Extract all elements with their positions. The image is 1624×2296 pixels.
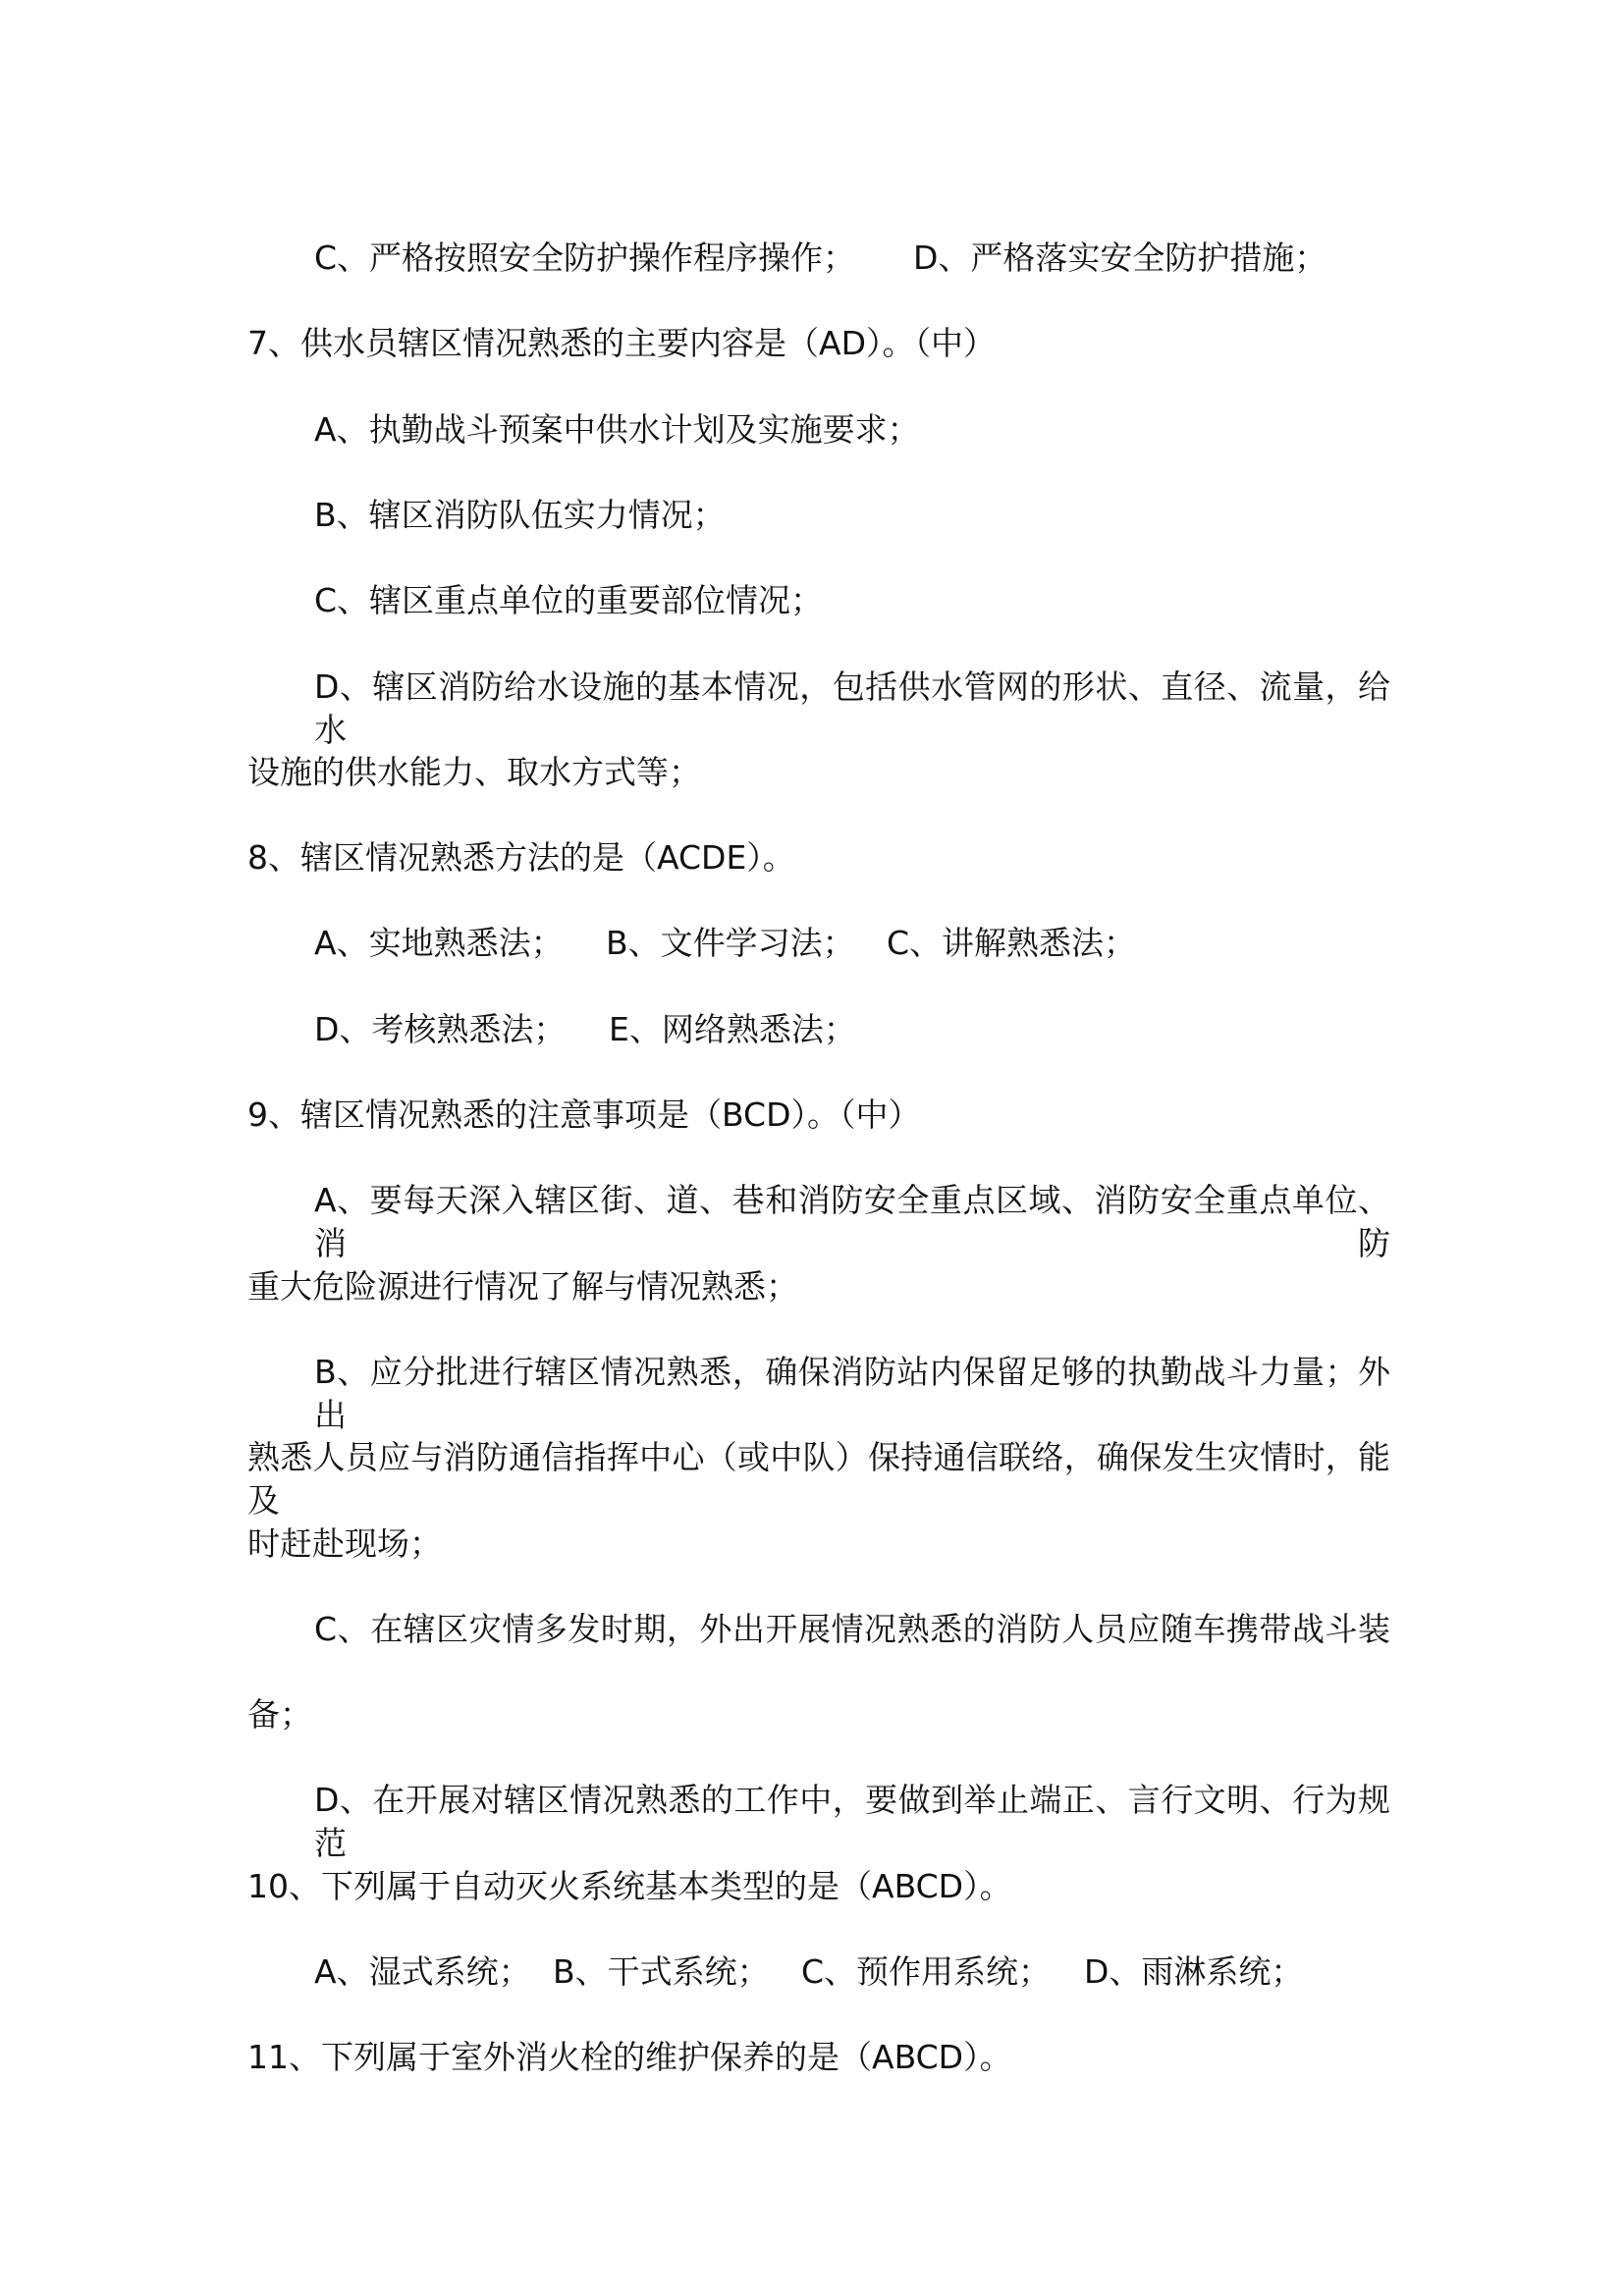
- continuation-line: [0, 1522, 1624, 1566]
- line-text: C、在辖区灾情多发时期，外出开展情况熟悉的消防人员应随车携带战斗装: [314, 1609, 1390, 1648]
- line-text: 9、辖区情况熟悉的注意事项是（BCD）。（中）: [247, 1095, 921, 1134]
- question-line: [0, 1865, 1624, 1908]
- option-item: B、干式系统；: [553, 1952, 770, 1991]
- line-text: 备；: [247, 1695, 312, 1735]
- line-text: 11、下列属于室外消火栓的维护保养的是（ABCD）。: [247, 2038, 1012, 2077]
- line-text: 时赶赴现场；: [247, 1523, 442, 1563]
- option-line: [0, 1008, 1624, 1051]
- continuation-line: [0, 751, 1624, 794]
- option-item: D、雨淋系统；: [1084, 1952, 1304, 1991]
- line-text: B、辖区消防队伍实力情况；: [314, 495, 726, 534]
- line-text: 熟悉人员应与消防通信指挥中心（或中队）保持通信联络，确保发生灾情时，能及: [247, 1438, 1390, 1521]
- option-line: [0, 1779, 1624, 1863]
- line-text: 设施的供水能力、取水方式等；: [247, 752, 701, 791]
- option-item: D、严格落实安全防护措施；: [913, 239, 1327, 277]
- continuation-line: [0, 1265, 1624, 1308]
- question-line: [0, 836, 1624, 880]
- option-line: [0, 1950, 1624, 1994]
- line-text: A、执勤战斗预案中供水计划及实施要求；: [314, 409, 920, 449]
- option-line: [0, 1608, 1624, 1651]
- continuation-line: [0, 1693, 1624, 1736]
- line-text: D、辖区消防给水设施的基本情况，包括供水管网的形状、直径、流量，给水: [314, 667, 1390, 749]
- line-text: B、应分批进行辖区情况熟悉，确保消防站内保留足够的执勤战斗力量；外出: [314, 1352, 1390, 1434]
- option-line: [0, 666, 1624, 749]
- option-line: [0, 579, 1624, 622]
- option-item: D、考核熟悉法；: [314, 1009, 567, 1048]
- line-text: 7、供水员辖区情况熟悉的主要内容是（AD）。（中）: [247, 324, 996, 363]
- line-text: 重大危险源进行情况了解与情况熟悉；: [247, 1266, 798, 1306]
- option-item: A、实地熟悉法；: [314, 924, 564, 963]
- line-text: 8、辖区情况熟悉方法的是（ACDE）。: [247, 838, 795, 878]
- line-text: C、辖区重点单位的重要部位情况；: [314, 581, 824, 620]
- line-text: D、在开展对辖区情况熟悉的工作中，要做到举止端正、言行文明、行为规范: [314, 1781, 1390, 1863]
- option-line: [0, 494, 1624, 537]
- line-text: A、要每天深入辖区街、道、巷和消防安全重点区域、消防安全重点单位、消防: [314, 1181, 1390, 1263]
- option-line: [0, 408, 1624, 452]
- line-text: 10、下列属于自动灭火系统基本类型的是（ABCD）。: [247, 1866, 1012, 1905]
- question-line: [0, 1094, 1624, 1137]
- question-line: [0, 2036, 1624, 2079]
- continuation-line: [0, 1436, 1624, 1521]
- option-item: C、讲解熟悉法；: [887, 924, 1137, 963]
- question-line: [0, 322, 1624, 365]
- option-item: E、网络熟悉法；: [609, 1009, 856, 1048]
- option-line: [0, 1351, 1624, 1434]
- option-item: C、严格按照安全防护操作程序操作；: [314, 239, 856, 277]
- option-line: [0, 922, 1624, 965]
- option-line: [0, 1179, 1624, 1263]
- option-line: [0, 237, 1624, 280]
- option-item: B、文件学习法；: [606, 924, 855, 963]
- option-item: C、预作用系统；: [801, 1952, 1052, 1991]
- option-item: A、湿式系统；: [314, 1952, 531, 1991]
